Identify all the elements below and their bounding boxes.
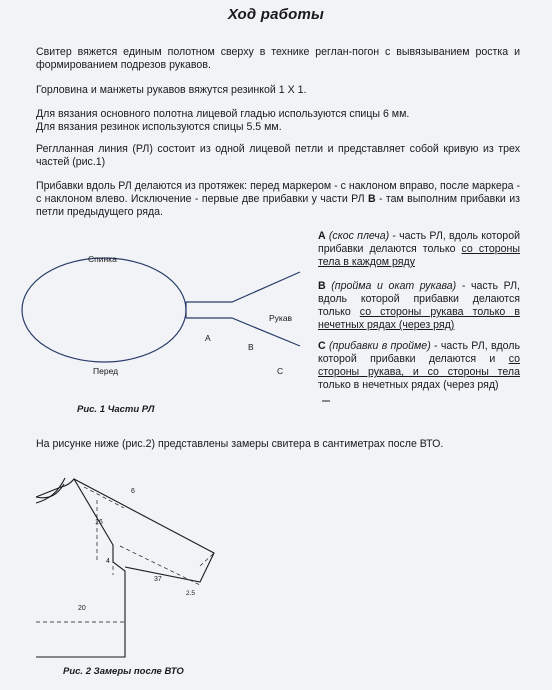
paragraph-raglan-line: Реглланная линия (РЛ) состоит из одной лицевой петли и представляет собой кривую из трех частей (рис.1): [36, 143, 520, 168]
paragraph-rib: Горловина и манжеты рукавов вяжутся резинкой 1 Х 1.: [36, 84, 307, 96]
paragraph-measurements: На рисунке ниже (рис.2) представлены замеры свитера в сантиметрах после ВТО.: [36, 438, 444, 450]
note-b: B (пройма и окат рукава) - часть РЛ, вдоль которой прибавки делаются только со стороны рукава только в нечетных рядах (через ряд): [318, 280, 520, 331]
note-a: A (скос плеча) - часть РЛ, вдоль которой прибавки делаются только со стороны тела в каждом ряду: [318, 230, 521, 268]
page-title: Ход работы: [227, 6, 325, 23]
dim-20: 20: [78, 605, 86, 612]
note-c: C (прибавки в пройме) - часть РЛ, вдоль которой прибавки делаются и со стороны рукава, и со стороны тела только в нечетных рядах (через ряд): [318, 340, 520, 391]
paragraph-intro: Свитер вяжется единым полотном сверху в технике реглан-погон с вывязыванием ростка и формированием подрезов рукавов.: [36, 46, 520, 71]
dim-37: 37: [154, 576, 162, 583]
label-sleeve: Рукав: [269, 313, 293, 323]
figure2-caption: Рис. 2 Замеры после ВТО: [63, 666, 184, 677]
dim-2-5: 2.5: [186, 590, 196, 597]
sweater-outline: [36, 479, 125, 657]
label-c: C: [277, 366, 284, 376]
sleeve-outline: [74, 479, 214, 582]
needles-main: Для вязания основного полотна лицевой гладью используются спицы 6 мм.: [36, 108, 410, 120]
needles-rib: Для вязания резинок используются спицы 5.5 мм.: [36, 121, 282, 133]
label-back: Спинка: [88, 254, 117, 264]
dim-line-shoulder: [84, 487, 124, 508]
dim-16: 16: [95, 519, 103, 526]
label-front: Перед: [93, 366, 119, 376]
label-a: A: [205, 333, 211, 343]
paragraph-increases: Прибавки вдоль РЛ делаются из протяжек: перед маркером - с наклоном вправо, после маркера - с наклоном влево. Исключение - первые две прибавки у части РЛ В - там выполним прибавки из петли предыдущего ряда.: [36, 180, 520, 218]
dim-6: 6: [131, 488, 135, 495]
dim-4: 4: [106, 558, 110, 565]
figure1-caption: Рис. 1 Части РЛ: [77, 404, 155, 415]
label-b: B: [248, 342, 254, 352]
